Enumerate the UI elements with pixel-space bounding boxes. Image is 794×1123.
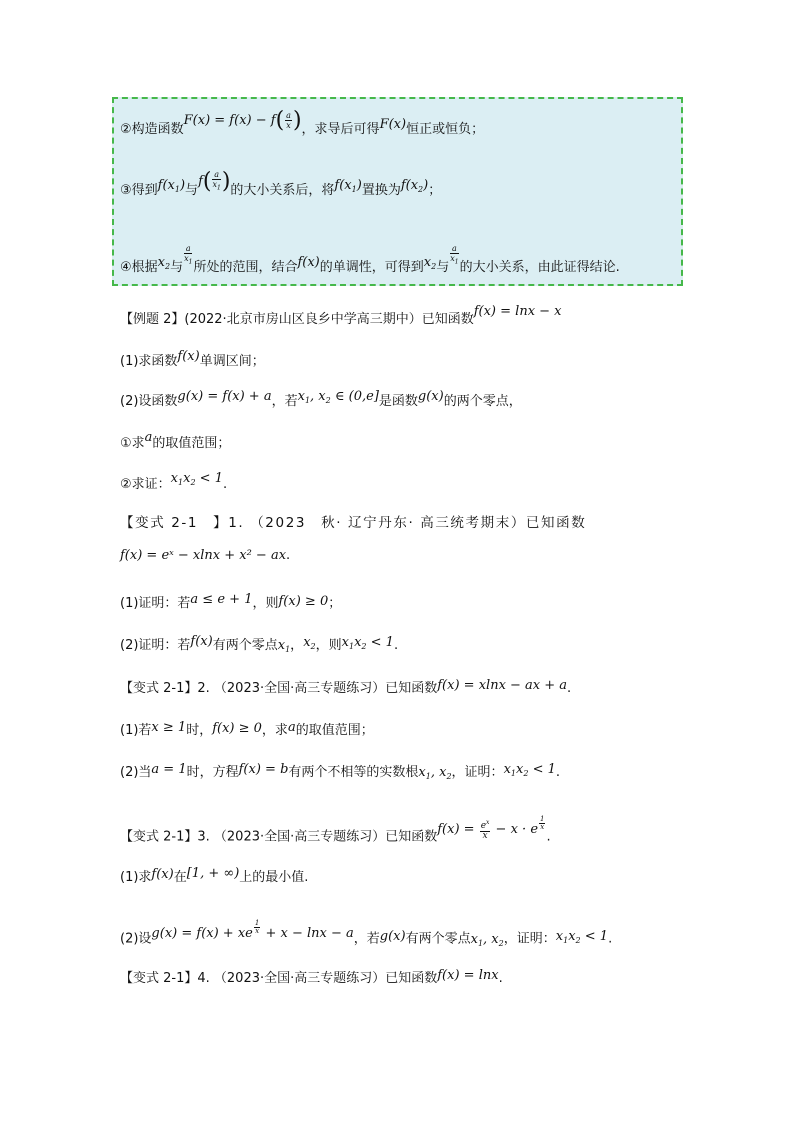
- formula-F: F(x) = f(x) − f( $\frac{a}{x}$ ): [183, 108, 302, 133]
- box-line-3: ③得到$f(x_1)$与f( $\frac{a}{x_1}$ )的大小关系后，将$f(x_1)$置换为$f(x_2)$；: [120, 169, 442, 198]
- box-line-2: ②构造函数F(x) = f(x) − f( $\frac{a}{x}$ )，求导后可得F(x)恒正或恒负；: [120, 108, 485, 137]
- variant-3-heading: 【变式 2-1】3. （2023·全国·高三专题练习）已知函数f(x) = $\frac{e^x}{x}$ − x · e $^{\frac{1}{x}}$ .: [120, 815, 551, 845]
- example-2-heading: 【例题 2】(2022·北京市房山区良乡中学高三期中）已知函数f(x) = lnx − x: [120, 304, 562, 327]
- example-2-part-2: (2)设函数g(x) = f(x) + a，若$x_1$, $x_2$ ∈ (0,e]是函数g(x)的两个零点，: [120, 389, 522, 409]
- example-2-q1: ①求a的取值范围；: [120, 430, 231, 451]
- variant-1-part-1: (1)证明：若a ≤ e + 1，则f(x) ≥ 0；: [120, 592, 342, 611]
- variant-1-heading: 【变式 2-1 】1. （2023 秋· 辽宁丹东· 高三统考期末）已知函数: [120, 515, 587, 531]
- example-2-part-1: (1)求函数f(x)单调区间；: [120, 349, 265, 369]
- variant-2-part-2: (2)当a = 1时，方程f(x) = b有两个不相等的实数根$x_1$, $x_2$，证明：$x_1x_2 < 1$.: [120, 762, 561, 781]
- variant-2-part-1: (1)若x ≥ 1时，f(x) ≥ 0，求a的取值范围；: [120, 720, 374, 738]
- example-2-q2: ②求证：$x_1x_2 < 1$.: [120, 471, 228, 492]
- variant-4-heading: 【变式 2-1】4. （2023·全国·高三专题练习）已知函数f(x) = lnx.: [120, 968, 503, 986]
- variant-3-part-2: (2)设g(x) = f(x) + xe $^{\frac{1}{x}}$ + x − lnx − a，若g(x)有两个零点$x_1$, $x_2$，证明：$x_1x_2 < 1$.: [120, 919, 613, 948]
- variant-2-heading: 【变式 2-1】2. （2023·全国·高三专题练习）已知函数f(x) = xlnx − ax + a.: [120, 678, 572, 696]
- box-line-4: ④根据$x_2$与 $\frac{a}{x_1}$ 所处的范围，结合f(x)的单调性，可得到$x_2$与 $\frac{a}{x_1}$ 的大小关系，由此证得结论.: [120, 244, 620, 275]
- variant-1-function: f(x) = eˣ − xlnx + x² − ax.: [120, 548, 291, 563]
- variant-1-part-2: (2)证明：若f(x)有两个零点$x_1$，$x_2$，则$x_1x_2 < 1$.: [120, 634, 399, 654]
- variant-3-part-1: (1)求f(x)在[1, + ∞)上的最小值.: [120, 866, 309, 885]
